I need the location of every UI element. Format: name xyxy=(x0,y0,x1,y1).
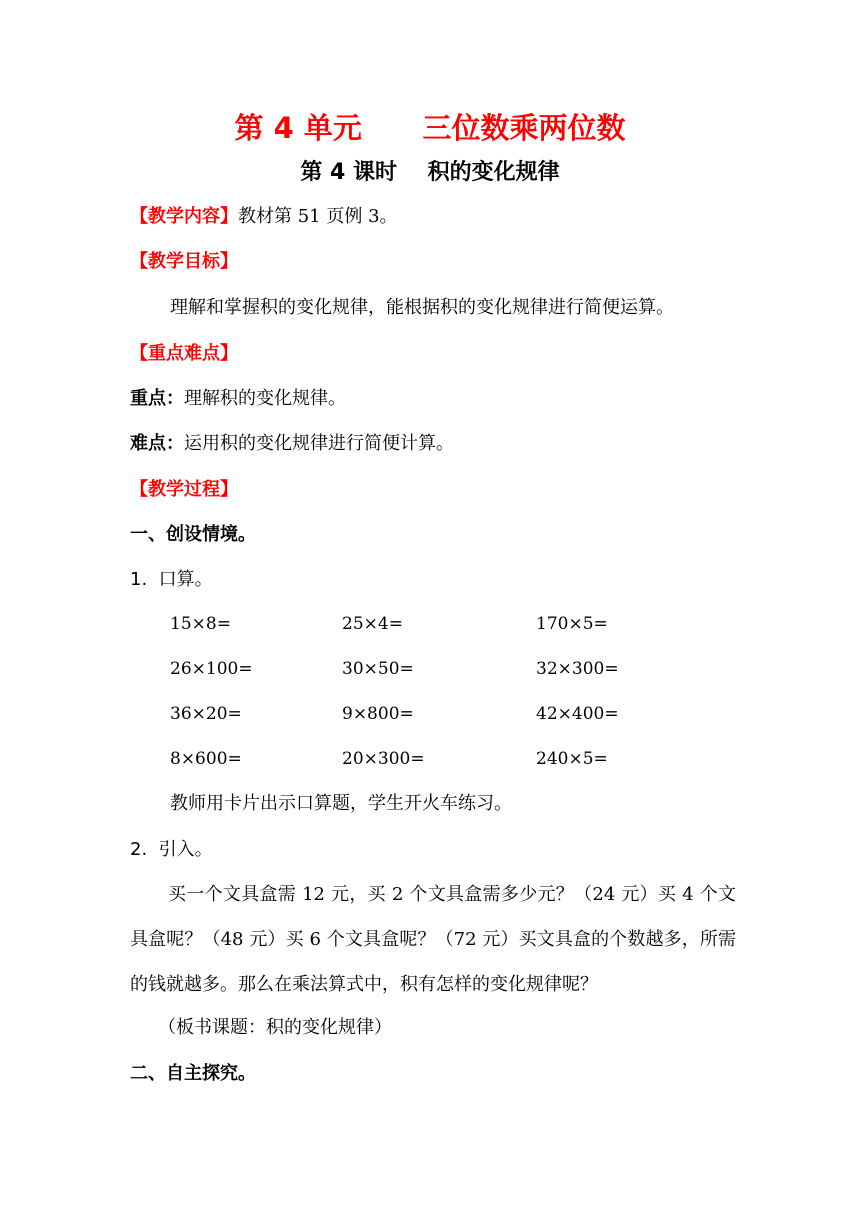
calc-cell: 15×8= xyxy=(170,614,231,634)
calc-cell: 9×800= xyxy=(342,704,414,724)
item-1 xyxy=(130,568,213,592)
calc-cell: 36×20= xyxy=(170,704,242,724)
intro-paragraph: 买一个文具盒需 12 元，买 2 个文具盒需多少元？（24 元）买 4 个文具盒呢？（48 元）买 6 个文具盒呢？（72 元）买文具盒的个数越多，所需的钱就越多。那么在乘法算式中，积有怎样的变化规律呢？ xyxy=(130,884,736,995)
key-point-text: 理解积的变化规律。 xyxy=(184,388,346,409)
item-2-number: 2. xyxy=(130,839,148,860)
item-1-number: 1. xyxy=(130,569,148,590)
difficulty-row xyxy=(130,432,454,456)
section-heading-1: 一、创设情境。 xyxy=(130,524,256,545)
board-note: （板书课题：积的变化规律） xyxy=(158,1017,392,1038)
calc-cell: 170×5= xyxy=(536,614,608,634)
item-1-text: 口算。 xyxy=(158,569,213,590)
difficulty-label: 难点： xyxy=(130,433,184,454)
item-2-text: 引入。 xyxy=(158,839,213,860)
key-point-row xyxy=(130,387,346,411)
teaching-content-row xyxy=(130,205,398,229)
section-heading-2: 二、自主探究。 xyxy=(130,1063,256,1084)
teaching-process-label: 【教学过程】 xyxy=(130,479,238,500)
key-points-label: 【重点难点】 xyxy=(130,343,238,364)
difficulty-text: 运用积的变化规律进行简便计算。 xyxy=(184,433,454,454)
teaching-objective-text: 理解和掌握积的变化规律，能根据积的变化规律进行简便运算。 xyxy=(170,297,674,318)
calc-cell: 42×400= xyxy=(536,704,619,724)
teaching-content-text: 教材第 51 页例 3。 xyxy=(238,206,398,227)
key-point-label: 重点： xyxy=(130,388,184,409)
calc-cell: 26×100= xyxy=(170,659,253,679)
teaching-content-label: 【教学内容】 xyxy=(130,206,238,227)
calc-cell: 30×50= xyxy=(342,659,414,679)
calc-note: 教师用卡片出示口算题，学生开火车练习。 xyxy=(170,793,512,814)
calc-cell: 32×300= xyxy=(536,659,619,679)
calc-cell: 25×4= xyxy=(342,614,403,634)
calc-cell: 8×600= xyxy=(170,749,242,769)
calc-cell: 240×5= xyxy=(536,749,608,769)
teaching-objective-label: 【教学目标】 xyxy=(130,251,238,272)
lesson-subtitle: 第 4 课时 积的变化规律 xyxy=(300,160,560,185)
calc-cell: 20×300= xyxy=(342,749,425,769)
item-2 xyxy=(130,838,213,862)
unit-title: 第 4 单元 三位数乘两位数 xyxy=(234,111,626,145)
